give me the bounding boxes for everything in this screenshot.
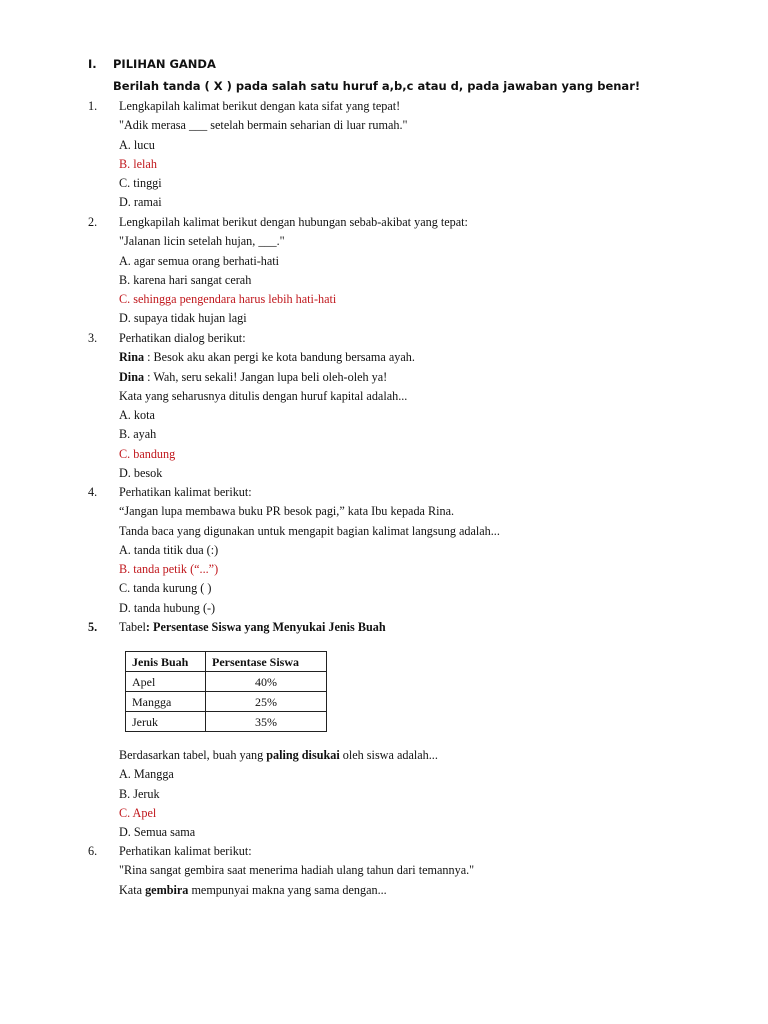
prompt-text: oleh siswa adalah... — [339, 748, 438, 762]
table-cell-percent: 35% — [206, 712, 327, 732]
table-row — [126, 672, 327, 692]
question-sentence: "Adik merasa ___ setelah bermain seharian di luar rumah." — [119, 118, 408, 133]
prompt-text: mempunyai makna yang sama dengan... — [188, 882, 387, 897]
question-number: 5. — [88, 620, 98, 634]
question-number: 3. — [88, 331, 98, 345]
question-number: 6. — [88, 844, 98, 858]
instruction-text: Berilah tanda ( X ) pada salah satu huruf a,b,c atau d, pada jawaban yang benar! — [113, 79, 641, 93]
question-prompt — [88, 746, 748, 765]
table-cell-percent: 25% — [206, 692, 327, 712]
dialog-line-dina — [88, 368, 748, 387]
option-c-answer[interactable]: C. Apel — [119, 805, 157, 820]
option-b[interactable]: B. ayah — [119, 427, 157, 442]
header-jenis-buah: Jenis Buah — [126, 652, 206, 672]
question-prompt: Tanda baca yang digunakan untuk mengapit bagian kalimat langsung adalah... — [119, 523, 500, 538]
option-c[interactable]: C. tinggi — [119, 176, 162, 191]
option-b[interactable]: B. karena hari sangat cerah — [119, 272, 252, 287]
table-row — [126, 692, 327, 712]
question-text: Lengkapilah kalimat berikut dengan kata sifat yang tepat! — [119, 99, 401, 113]
option-b-answer[interactable]: B. tanda petik (“...”) — [119, 562, 219, 577]
question-text: Perhatikan kalimat berikut: — [119, 844, 252, 858]
question-sentence: “Jangan lupa membawa buku PR besok pagi,” kata Ibu kepada Rina. — [119, 504, 455, 519]
table-prefix: Tabel — [119, 620, 146, 634]
question-4 — [88, 483, 748, 618]
question-number: 2. — [88, 215, 98, 229]
question-prompt: Kata yang seharusnya ditulis dengan huruf kapital adalah... — [119, 388, 408, 403]
option-d[interactable]: D. supaya tidak hujan lagi — [119, 311, 247, 326]
section-number: I. — [88, 57, 97, 71]
question-5-prompt-block — [88, 746, 748, 842]
dialog-line-rina — [88, 348, 748, 367]
question-text: Perhatikan dialog berikut: — [119, 331, 246, 345]
question-number: 1. — [88, 99, 98, 113]
option-a[interactable]: A. kota — [119, 408, 155, 423]
prompt-bold: paling disukai — [266, 748, 340, 762]
question-3 — [88, 329, 748, 483]
table-cell-fruit: Mangga — [126, 692, 206, 712]
option-a[interactable]: A. tanda titik dua (:) — [119, 542, 219, 557]
question-2 — [88, 213, 748, 329]
prompt-text: Kata — [119, 882, 146, 897]
prompt-bold: gembira — [145, 882, 189, 897]
speaker-name: Rina — [119, 350, 145, 365]
question-sentence: "Jalanan licin setelah hujan, ___." — [119, 234, 285, 249]
dialog-text: : Wah, seru sekali! Jangan lupa beli oleh-oleh ya! — [144, 369, 388, 384]
option-d[interactable]: D. Semua sama — [119, 825, 196, 840]
option-a[interactable]: A. Mangga — [119, 767, 174, 782]
table-row — [126, 712, 327, 732]
table-cell-fruit: Jeruk — [126, 712, 206, 732]
option-b[interactable]: B. Jeruk — [119, 786, 160, 801]
option-d[interactable]: D. besok — [119, 466, 163, 481]
option-d[interactable]: D. ramai — [119, 195, 162, 210]
question-text: Lengkapilah kalimat berikut dengan hubungan sebab-akibat yang tepat: — [119, 215, 468, 229]
speaker-name: Dina — [119, 369, 145, 384]
table-cell-fruit: Apel — [126, 672, 206, 692]
option-c[interactable]: C. tanda kurung ( ) — [119, 581, 212, 596]
question-number: 4. — [88, 485, 98, 499]
question-prompt — [88, 881, 748, 900]
question-5 — [88, 618, 748, 637]
prompt-text: Berdasarkan tabel, buah yang — [119, 748, 267, 762]
header-persentase-siswa: Persentase Siswa — [206, 652, 327, 672]
question-text: Perhatikan kalimat berikut: — [119, 485, 252, 499]
question-6 — [88, 842, 748, 900]
option-c-answer[interactable]: C. sehingga pengendara harus lebih hati-hati — [119, 292, 337, 307]
section-title: PILIHAN GANDA — [113, 57, 216, 71]
option-a[interactable]: A. lucu — [119, 137, 155, 152]
fruit-percentage-table — [125, 651, 327, 732]
option-a[interactable]: A. agar semua orang berhati-hati — [119, 253, 280, 268]
table-title: : Persentase Siswa yang Menyukai Jenis Buah — [145, 620, 386, 634]
question-sentence: "Rina sangat gembira saat menerima hadiah ulang tahun dari temannya." — [119, 863, 475, 878]
dialog-text: : Besok aku akan pergi ke kota bandung bersama ayah. — [144, 350, 415, 365]
section-heading — [88, 57, 216, 71]
question-1 — [88, 97, 748, 213]
option-d[interactable]: D. tanda hubung (-) — [119, 600, 216, 615]
option-c-answer[interactable]: C. bandung — [119, 446, 176, 461]
table-header-row — [126, 652, 327, 672]
option-b-answer[interactable]: B. lelah — [119, 156, 157, 171]
table-cell-percent: 40% — [206, 672, 327, 692]
